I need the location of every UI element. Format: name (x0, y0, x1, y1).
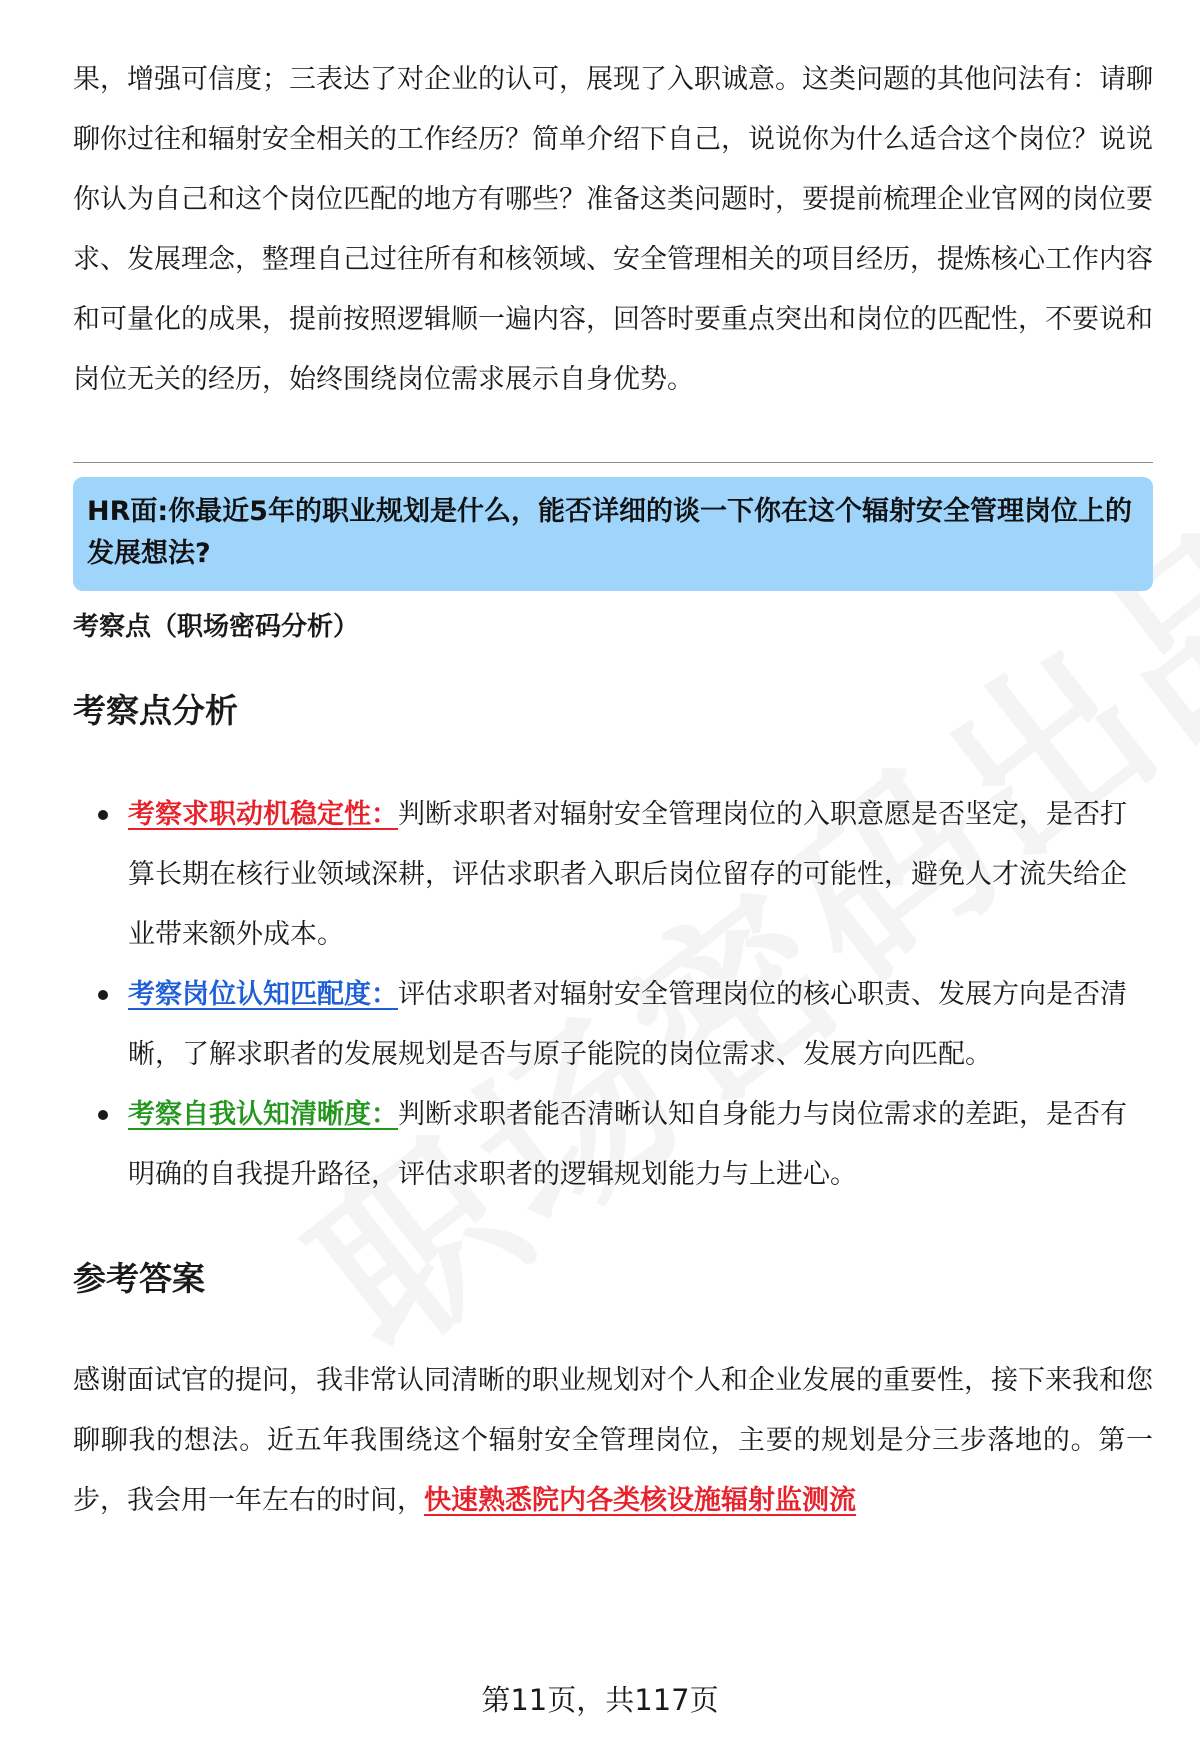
bullet-dot-icon (98, 1110, 108, 1120)
bullet-dot-icon (98, 810, 108, 820)
analysis-text: 评估求职者对辐射安全管理岗位的核心职责、发展方向是否清晰，了解求职者的发展规划是否与原子能院的岗位需求、发展方向匹配。 (128, 979, 1127, 1070)
question-text: HR面:你最近5年的职业规划是什么，能否详细的谈一下你在这个辐射安全管理岗位上的发展想法? (87, 496, 1132, 569)
analysis-keyword: 考察求职动机稳定性： (128, 799, 398, 830)
question-box (73, 477, 1153, 591)
section-divider (73, 462, 1153, 463)
page-footer: 第11页，共117页 (481, 1683, 719, 1717)
analysis-text: 判断求职者能否清晰认知自身能力与岗位需求的差距，是否有明确的自我提升路径，评估求职者的逻辑规划能力与上进心。 (128, 1099, 1127, 1190)
analysis-heading: 考察点分析 (73, 691, 238, 730)
analysis-item-motivation (73, 785, 1153, 965)
document-page (73, 50, 1153, 1531)
analysis-item-role-fit (73, 965, 1153, 1085)
analysis-list (73, 785, 1153, 1205)
analysis-item-self-awareness (73, 1085, 1153, 1205)
answer-text: 感谢面试官的提问，我非常认同清晰的职业规划对个人和企业发展的重要性，接下来我和您聊聊我的想法。近五年我围绕这个辐射安全管理岗位，主要的规划是分三步落地的。第一步，我会用一年左右的时间， (73, 1365, 1153, 1516)
analysis-text: 判断求职者对辐射安全管理岗位的入职意愿是否坚定，是否打算长期在核行业领域深耕，评估求职者入职后岗位留存的可能性，避免人才流失给企业带来额外成本。 (128, 799, 1127, 950)
answer-heading: 参考答案 (73, 1259, 205, 1298)
analysis-keyword: 考察自我认知清晰度： (128, 1099, 398, 1130)
answer-highlight: 快速熟悉院内各类核设施辐射监测流 (424, 1485, 856, 1516)
bullet-dot-icon (98, 990, 108, 1000)
analysis-keyword: 考察岗位认知匹配度： (128, 979, 398, 1010)
answer-paragraph (73, 1351, 1153, 1531)
analysis-sub-label: 考察点（职场密码分析） (73, 612, 360, 642)
intro-paragraph: 果，增强可信度；三表达了对企业的认可，展现了入职诚意。这类问题的其他问法有：请聊聊你过往和辐射安全相关的工作经历？简单介绍下自己，说说你为什么适合这个岗位？说说你认为自己和这个岗位匹配的地方有哪些？准备这类问题时，要提前梳理企业官网的岗位要求、发展理念，整理自己过往所有和核领域、安全管理相关的项目经历，提炼核心工作内容和可量化的成果，提前按照逻辑顺一遍内容，回答时要重点突出和岗位的匹配性，不要说和岗位无关的经历，始终围绕岗位需求展示自身优势。 (73, 64, 1153, 395)
